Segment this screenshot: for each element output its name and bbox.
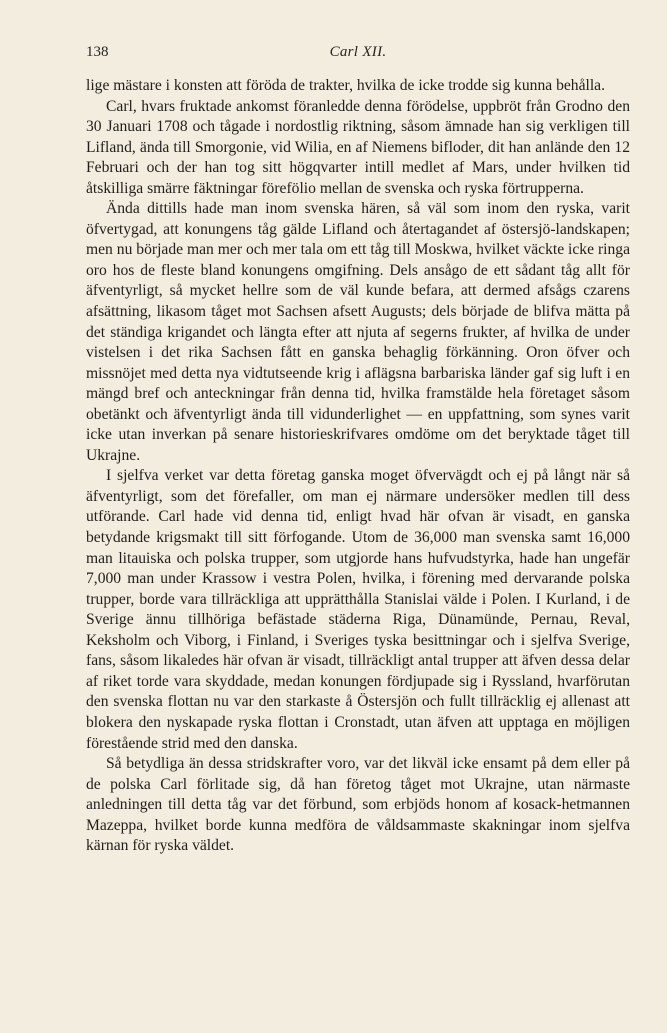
running-title: Carl XII.: [329, 44, 387, 60]
paragraph-mazeppa-alliance: Så betydliga än dessa stridskrafter voro, var det likväl icke ensamt på dem eller på de polska Carl förlitade sig, då han företog tåget mot Ukrajne, utan närmaste anledningen till detta tåg var det förbund, som erbjöds honom af kosack-hetmannen Mazeppa, hvilket borde kunna medföra de våldsammaste skakningar inom sjelfva kärnan för ryska väldet.: [86, 755, 630, 855]
paragraph-moscow-campaign: Ända dittills hade man inom svenska hären, så väl som inom den ryska, varit öfvertygad, att konungens tåg gälde Lifland och återtagandet af östersjö-landskapen; men nu började man mer och mer tala om ett tåg till Moskwa, hvilket väckte icke ringa oro hos de fleste bland konungens omgifning. Dels ansågo de ett sådant tåg allt för äfventyrligt, så mycket hellre som de väl kunde befara, att dermed afsågs czarens afsättning, likasom tåget mot Sachsen afsett Augusts; dels började de blifva mätta på det ständiga krigandet och längta efter att njuta af segerns frukter, af hvilka de under vistelsen i det rika Sachsen fått en ganska behaglig förkänning. Oron öfver och missnöjet med detta nya vidtutseende krig i aflägsna barbariska länder gaf sig luft i en mängd bref och anteckningar från denna tid, hvilka framstälde hela företaget såsom obetänkt och äfventyrligt ända till vidunderlighet — en uppfattning, som synes varit icke utan inverkan på senare historieskrifvares omdöme om det beryktade tåget till Ukrajne.: [86, 200, 630, 464]
page-number: 138: [86, 44, 109, 60]
body-text: [86, 76, 630, 857]
paragraph-carl-advance: Carl, hvars fruktade ankomst föranledde denna förödelse, uppbröt från Grodno den 30 Januari 1708 och tågade i nordostlig riktning, såsom ämnade han sig verkligen till Lifland, ända till Smorgonie, vid Wilia, en af Niemens bifloder, dit han anlände den 12 Februari och der han tog sitt högqvarter intill medlet af Mars, under hvilken tid åtskilliga smärre fäktningar förefölio mellan de svenska och ryska förtrupperna.: [86, 97, 630, 197]
paragraph-military-resources: I sjelfva verket var detta företag ganska moget öfvervägdt och ej på långt när så äfventyrligt, som det förefaller, om man ej närmare undersöker medlen till dess utförande. Carl hade vid denna tid, enligt hvad här ofvan är visadt, en ganska betydande krigsmakt till sitt förfogande. Utom de 36,000 man svenska samt 16,000 man litauiska och polska trupper, som utgjorde hans hufvudstyrka, hade han ungefär 7,000 man under Krassow i vestra Polen, hvilka, i förening med dervarande polska trupper, borde vara tillräckliga att upprätthålla Stanislai välde i Polen. I Kurland, i de Sverige ännu tillhöriga befästade städerna Riga, Dünamünde, Pernau, Reval, Keksholm och Viborg, i Finland, i Sveriges tyska besittningar och i sjelfva Sverige, fans, såsom likaledes här ofvan är visadt, tillräckligt antal trupper att äfven dessa delar af riket torde vara skyddade, medan konungen fördjupade sig i Ryssland, hvarförutan den svenska flottan nu var den starkaste å Östersjön och fullt tillräcklig ej allenast att blokera den nyskapade ryska flottan i Cronstadt, utan äfven att upptaga en möjligen förestående strid med den danska.: [86, 467, 630, 752]
page-header: [86, 44, 630, 68]
paragraph-continuation: lige mästare i konsten att föröda de trakter, hvilka de icke trodde sig kunna behålla.: [86, 77, 605, 94]
